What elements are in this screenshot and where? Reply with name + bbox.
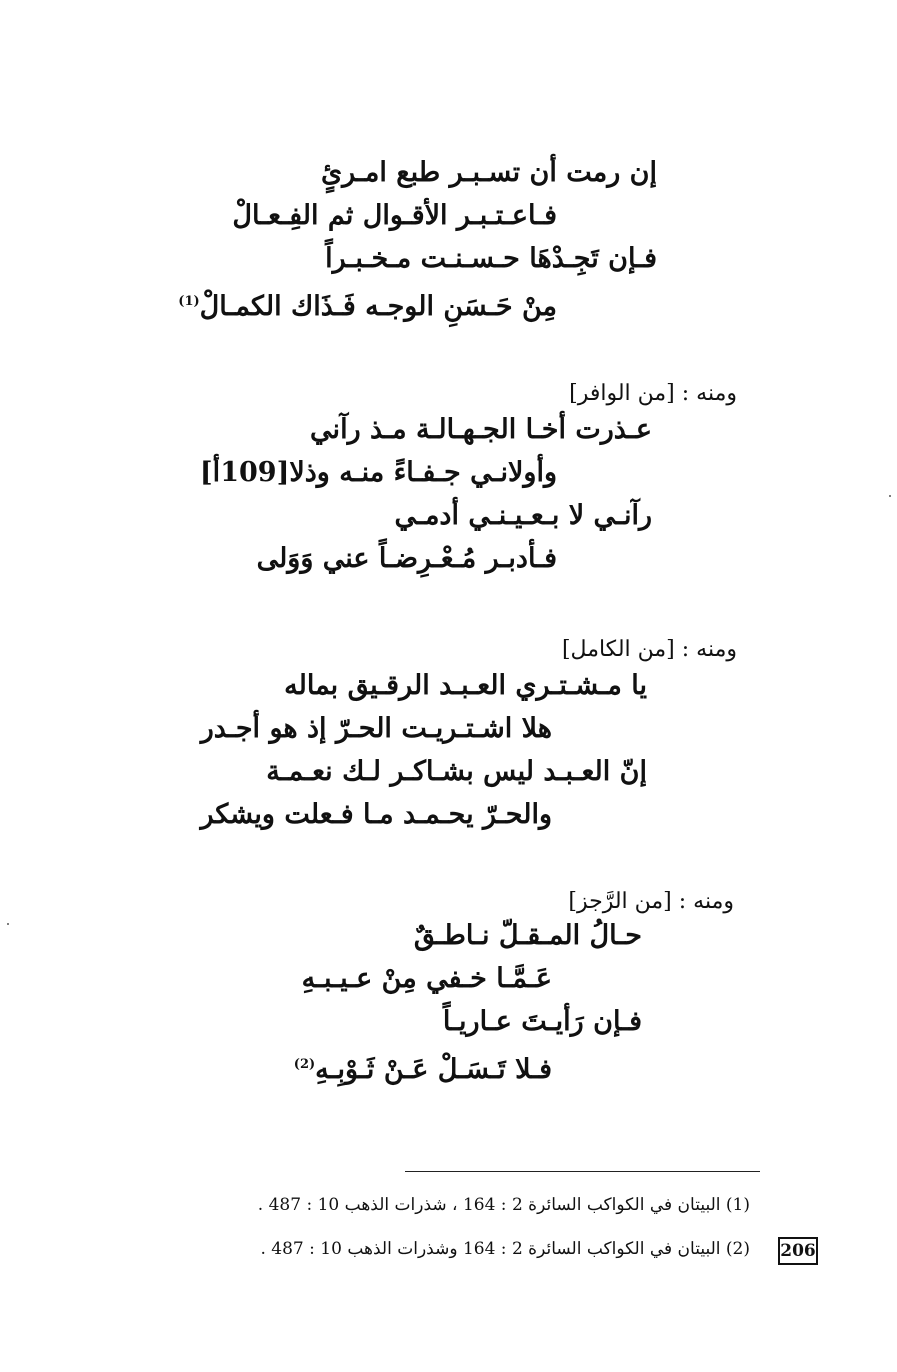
section-intro: ومنه : [من الوافر] bbox=[569, 381, 737, 406]
footnote: (1) البيتان في الكواكب السائرة 2 : 164 ، شذرات الذهب 10 : 487 . bbox=[257, 1195, 750, 1215]
verse-text: مِنْ حَـسَنِ الوجـه فَـذَاك الكمـالْ bbox=[199, 291, 557, 322]
verse-line: فـإن تَجِـدْهَا حـسـنـت مـخـبـراً bbox=[325, 243, 657, 274]
footnote-marker: (2) bbox=[293, 1057, 316, 1072]
verse-line: هلا اشـتـريـت الحـرّ إذ هو أجـدر bbox=[200, 713, 552, 744]
scan-speck bbox=[7, 923, 9, 925]
footnote-marker: (1) bbox=[178, 294, 200, 309]
footnote-divider bbox=[405, 1171, 760, 1172]
verse-text: فـلا تَـسَـلْ عَـنْ ثَـوْبِـهِ bbox=[315, 1054, 552, 1085]
verse-line: وأولانـي جـفـاءً منـه وذلا[109أ] bbox=[199, 457, 557, 488]
verse-line: عـذرت أخـا الجـهـالـة مـذ رآني bbox=[310, 414, 652, 445]
scan-speck bbox=[889, 495, 891, 497]
verse-line: إن رمت أن تسـبـر طبع امـرئٍ bbox=[320, 157, 657, 188]
verse-line: فـأدبـر مُـعْـرِضـاً عني وَوَلى bbox=[256, 543, 557, 574]
verse-line: فـاعـتـبـر الأقـوال ثم الفِـعـالْ bbox=[232, 200, 557, 231]
verse-line: إنّ العـبـد ليس بشـاكـر لـك نعـمـة bbox=[266, 756, 647, 787]
verse-line: يا مـشـتـري العـبـد الرقـيق بماله bbox=[284, 670, 647, 701]
verse-line bbox=[294, 1047, 552, 1088]
verse-line bbox=[178, 284, 557, 325]
verse-line: حـالُ المـقـلّ نـاطـقٌ bbox=[413, 920, 642, 951]
footnote: (2) البيتان في الكواكب السائرة 2 : 164 وشذرات الذهب 10 : 487 . bbox=[260, 1239, 750, 1259]
section-intro: ومنه : [من الرَّجز] bbox=[568, 889, 734, 914]
verse-line: فـإن رَأيـتَ عـاريـاً bbox=[442, 1006, 642, 1037]
page-number: 206 bbox=[778, 1237, 818, 1265]
verse-line: رآنـي لا بـعـيـنـي أدمـي bbox=[394, 500, 652, 531]
section-intro: ومنه : [من الكامل] bbox=[561, 637, 737, 662]
verse-line: عَـمَّـا خـفي مِنْ عـيـبـهِ bbox=[301, 963, 552, 994]
verse-line: والحـرّ يحـمـد مـا فـعلت ويشكر bbox=[200, 799, 552, 830]
